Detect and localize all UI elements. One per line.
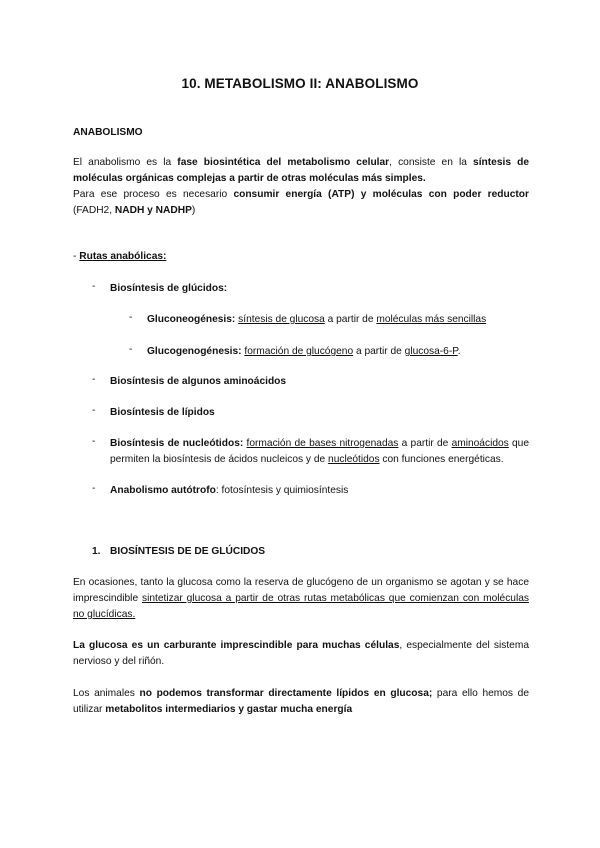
sublist-dash: - [129,312,133,323]
bold-text: Biosíntesis de algunos aminoácidos [110,376,287,387]
sublist-item-glucogenogenesis [147,344,461,360]
paragraph-anabolismo-definition [73,155,529,187]
underlined-text: nucleótidos [328,454,380,465]
text-run: con funciones energéticas. [379,454,504,465]
bold-text: consumir energía (ATP) y moléculas con poder reductor [233,189,529,200]
underlined-text: moléculas más sencillas [376,314,487,325]
bold-text: Biosíntesis de nucleótidos: [110,438,244,449]
bold-text: La glucosa es un carburante imprescindible para muchas células [73,640,400,651]
rutas-label-prefix: - [73,251,80,262]
paragraph-glucose-depletion [73,575,529,623]
text-run: El anabolismo es la [73,157,178,168]
list-dash: - [92,374,96,385]
list-item-lipidos [110,405,529,421]
list-dash: - [92,436,96,447]
bold-text: Anabolismo autótrofo [110,485,216,496]
text-run: Los animales [73,688,140,699]
text-run: Para ese proceso es necesario [73,189,234,200]
text-run: ) [191,205,196,216]
text-run: , consiste en la [389,157,474,168]
text-run: (FADH2, [73,205,115,216]
text-run: . [457,346,461,357]
paragraph-glucose-fuel [73,638,529,670]
text-run: , especialmente del sistema nervioso y del riñón. [73,640,529,667]
text-run: a partir de [353,346,405,357]
underlined-text: glucosa-6-P [404,346,458,357]
rutas-label [73,249,166,265]
bold-text: fase biosintética del metabolismo celular [177,157,390,168]
underlined-text: formación de glucógeno [244,346,354,357]
text-run: a partir de [398,438,452,449]
section-heading-biosintesis-glucidos: BIOSÍNTESIS DE DE GLÚCIDOS [110,546,266,557]
sublist-dash: - [129,344,133,355]
bold-text: Biosíntesis de glúcidos: [110,283,228,294]
list-dash: - [92,405,96,416]
paragraph-animals-lipids [73,686,529,718]
bold-text: NADH y NADHP [114,205,192,216]
bold-text: metabolitos intermediarios y gastar mucha energía [105,704,353,715]
bold-text: Glucogenogénesis: [147,346,242,357]
list-dash: - [92,483,96,494]
list-item-autotrofo [110,483,529,499]
text-run: a partir de [324,314,377,325]
text-run: que permiten la biosíntesis de ácidos nucleicos y de [110,438,529,465]
underlined-text: formación de bases nitrogenadas [246,438,399,449]
bold-text: no podemos transformar directamente lípidos en glucosa; [139,688,433,699]
bold-text: Gluconeogénesis: [147,314,236,325]
bold-text: síntesis de moléculas orgánicas complejas a partir de otras moléculas más simples. [73,157,529,184]
text-run: : fotosíntesis y quimiosíntesis [215,485,349,496]
list-item-aminoacidos [110,374,529,390]
bold-text: Biosíntesis de lípidos [110,407,215,418]
underlined-text: sintetizar glucosa a partir de otras rutas metabólicas que comienzan con moléculas no glucídicas. [73,593,529,620]
underlined-text: síntesis de glucosa [238,314,325,325]
page-title: 10. METABOLISMO II: ANABOLISMO [181,76,419,91]
sublist-item-gluconeogenesis [147,312,486,328]
section-heading-anabolismo: ANABOLISMO [73,127,143,138]
list-item-glucidos [110,281,529,297]
paragraph-energy-requirement [73,187,529,219]
rutas-label-text: Rutas anabólicas: [79,251,167,262]
list-dash: - [92,281,96,292]
text-run: para ello hemos de utilizar [73,688,529,715]
section-number-1: 1. [92,546,101,557]
list-item-nucleotidos [110,436,529,468]
text-run: En ocasiones, tanto la glucosa como la reserva de glucógeno de un organismo se agotan y se hace imprescindible [73,577,529,604]
underlined-text: aminoácidos [451,438,509,449]
